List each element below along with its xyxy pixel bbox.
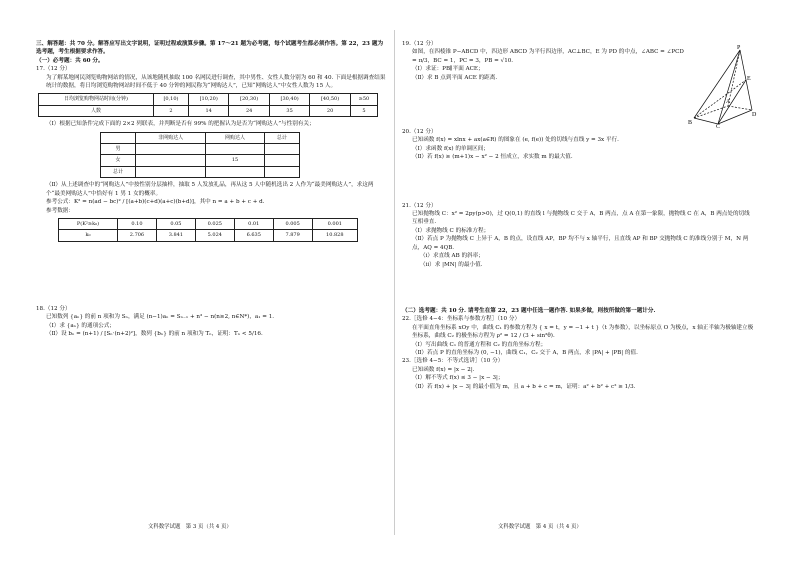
- q20-header: 20.（12 分）: [402, 129, 437, 136]
- table-cell: [30,40): [269, 94, 309, 105]
- q23-header: 23.［选修 4−5：不等式选讲］（10 分）: [402, 358, 504, 365]
- q22-part2: （Ⅱ）若点 P 的直角坐标为 (0, −1)，曲线 C₁，C₂ 交于 A，B 两点，求 |PA| + |PB| 的值.: [412, 349, 638, 356]
- q17-header: 17.（12 分）: [36, 66, 71, 73]
- q19-part1: （Ⅰ）求证：PB∥平面 ACE；: [412, 66, 484, 73]
- q17-part1: （Ⅰ）根据已知条件完成下面的 2×2 列联表，并判断是否有 99% 的把握认为是否为“网购达人”与性别有关；: [46, 121, 315, 128]
- q17-part2: （Ⅱ）从上述调查中的“网购达人”中按性别分层抽样，抽取 5 人发放礼品，再从这 5 人中随机选出 2 人作为“最美网购达人”，求这两个“最美网购达人”中恰好有 1 男 1 女的概率。: [46, 182, 374, 197]
- table-cell: [40,50): [310, 94, 350, 105]
- table-cell: 0.001: [312, 218, 357, 229]
- table-cell: 15: [206, 155, 265, 166]
- table-cell: 0.005: [273, 218, 312, 229]
- q23-part1: （Ⅰ）解不等式 f(x) ≤ 3 − |x − 3|；: [412, 375, 504, 382]
- table-row: [39, 105, 378, 116]
- q23-text: 已知函数 f(x) = |x − 2|.: [412, 366, 475, 373]
- table-row: [101, 144, 300, 155]
- q23-part2: （Ⅱ）若 f(x) + |x − 3| 的最小值为 m，且 a + b + c = m，证明：a² + b² + c² ≥ 1/3.: [412, 383, 636, 390]
- q20-part1: （Ⅰ）求函数 f(x) 的单调区间；: [412, 145, 489, 152]
- table-cell: [20,30): [229, 94, 269, 105]
- table-cell: [0,10): [154, 94, 189, 105]
- table-cell: [136, 155, 206, 166]
- left-page: [36, 40, 386, 338]
- q17-text: 为了解某地网民浏览购物网站的情况，从该地随机抽取 100 名网民进行调查，其中男性、女性人数分别为 60 和 40. 下面是根据调查结果统计的数据，将日均浏览购物网站时间不低于 40 分钟的网民称为“网购达人”，已知“网购达人”中女性人数为 15 人。: [46, 74, 386, 90]
- label-D: D: [752, 112, 757, 118]
- table-cell: 24: [229, 105, 269, 116]
- table-cell: 0.10: [118, 218, 157, 229]
- label-B: B: [688, 120, 693, 126]
- q18-part1: （Ⅰ）求 {aₙ} 的通项公式；: [46, 322, 115, 329]
- q19-text: 如图，在四棱锥 P−ABCD 中，四边形 ABCD 为平行四边形，AC⊥BC，E 为 PD 的中点，∠ABC = ∠PCD = π/3，BC = 1，PC = 3，PB = √10.: [412, 49, 684, 64]
- q19-header: 19.（12 分）: [402, 41, 437, 47]
- table-cell: 3.841: [156, 230, 195, 241]
- q19-part2: （Ⅱ）求 B 点到平面 ACE 的距离.: [412, 74, 498, 81]
- table-cell: 0.01: [234, 218, 273, 229]
- q18-header: 18.（12 分）: [36, 305, 71, 312]
- table-cell: [101, 132, 136, 143]
- q17-time-table: [38, 93, 378, 117]
- q21-sub1: （ⅰ）求直线 AB 的斜率；: [420, 253, 484, 260]
- table-cell: ≥50: [350, 94, 377, 105]
- table-cell: 6.635: [234, 230, 273, 241]
- label-P: P: [737, 45, 741, 51]
- table-cell: [264, 166, 299, 177]
- q21-part2: （Ⅱ）若点 P 为抛物线 C 上异于 A，B 的点，设直线 AP，BP 均不与 x 轴平行，且直线 AP 和 BP 交抛物线 C 的准线分别于 M，N 两点，AQ = 4QB.: [412, 236, 749, 251]
- q17-formula: 参考公式：K² = n(ad − bc)² / [(a+b)(c+d)(a+c)(b+d)]，其中 n = a + b + c + d.: [46, 199, 265, 206]
- q17-contingency-table: [100, 132, 300, 179]
- q22-text: 在平面直角坐标系 xOy 中，曲线 C₁ 的参数方程为 { x = t，y = −1 + t }（t 为参数），以坐标原点 O 为极点，x 轴正半轴为极轴建立极坐标系，曲线 C₂ 的极坐标方程为 ρ² = 12 / (3 + sin²θ).: [412, 324, 754, 340]
- table-row: [39, 94, 378, 105]
- table-cell: 10.828: [312, 230, 357, 241]
- label-E: E: [747, 76, 751, 82]
- table-row: [59, 230, 358, 241]
- table-cell: 人数: [39, 105, 154, 116]
- q22-part1: （Ⅰ）写出曲线 C₁ 的普通方程和 C₂ 的直角坐标方程；: [412, 341, 547, 348]
- table-cell: k₀: [59, 230, 118, 241]
- table-cell: 5.024: [195, 230, 234, 241]
- table-cell: 女: [101, 155, 136, 166]
- table-cell: 网购达人: [206, 132, 265, 143]
- page-divider: [394, 30, 395, 535]
- section-title: 三、解答题：共 70 分。解答应写出文字说明，证明过程或演算步骤。第 17～21 题为必考题，每个试题考生都必须作答。第 22，23 题为选考题，考生根据要求作答。: [36, 41, 384, 56]
- table-cell: 男: [101, 144, 136, 155]
- q20-part2: （Ⅱ）若 f(x) ≥ (m+1)x − x² − 2 恒成立，求实数 m 的最大值.: [412, 154, 573, 161]
- table-cell: [136, 166, 206, 177]
- table-cell: [206, 166, 265, 177]
- q21-sub2: （ⅱ）求 |MN| 的最小值.: [420, 261, 483, 268]
- right-page: [402, 40, 757, 391]
- table-cell: P(K²≥k₀): [59, 218, 118, 229]
- table-cell: [264, 155, 299, 166]
- table-cell: 非网购达人: [136, 132, 206, 143]
- q21-header: 21.（12 分）: [402, 202, 437, 209]
- table-cell: 14: [188, 105, 228, 116]
- table-cell: [10,20): [188, 94, 228, 105]
- table-row: [101, 166, 300, 177]
- table-cell: 7.879: [273, 230, 312, 241]
- left-page-footer: 文科数学试题 第 3 页（共 4 页）: [148, 524, 232, 530]
- table-cell: 20: [310, 105, 350, 116]
- q18-part2: （Ⅱ）设 bₙ = (n+1) / [Sₙ·(n+2)²]，数列 {bₙ} 的前 n 项和为 Tₙ，证明：Tₙ < 5/16.: [46, 330, 263, 337]
- table-row: [101, 132, 300, 143]
- q18-text: 已知数列 {aₙ} 的前 n 项和为 Sₙ，满足 (n−1)aₙ = Sₙ₋₁ + n³ − n(n≥2, n∈N*)，a₁ = 1.: [46, 314, 275, 321]
- table-cell: 2.706: [118, 230, 157, 241]
- right-page-footer: 文科数学试题 第 4 页（共 4 页）: [498, 524, 582, 530]
- table-cell: 总计: [264, 132, 299, 143]
- q20-text: 已知函数 f(x) = xlnx + ax(a∈R) 的图象在 (e, f(e)) 处的切线与直线 y = 3x 平行.: [412, 137, 619, 144]
- table-cell: [136, 144, 206, 155]
- table-cell: 5: [350, 105, 377, 116]
- table-cell: 0.05: [156, 218, 195, 229]
- q21-text: 已知抛物线 C：x² = 2py(p>0)，过 Q(0,1) 的直线 l 与抛物线 C 交于 A，B 两点，点 A 在第一象限，抛物线 C 在 A，B 两点处的切线互相垂直.: [412, 211, 750, 226]
- table-cell: 35: [269, 105, 309, 116]
- table-cell: [264, 144, 299, 155]
- q17-data-label: 参考数据：: [46, 207, 74, 214]
- table-row: [101, 155, 300, 166]
- pyramid-figure: [688, 44, 758, 128]
- table-cell: [206, 144, 265, 155]
- table-cell: 总计: [101, 166, 136, 177]
- required-title: （一）必考题：共 60 分。: [36, 57, 104, 64]
- table-cell: 2: [154, 105, 189, 116]
- q17-critical-values-table: [58, 218, 358, 242]
- label-A: A: [726, 99, 731, 105]
- q22-header: 22.［选修 4−4：坐标系与参数方程］（10 分）: [402, 316, 521, 323]
- q21-part1: （Ⅰ）求抛物线 C 的标准方程；: [412, 227, 490, 234]
- table-cell: 日均浏览购物网站时间(分钟): [39, 94, 154, 105]
- optional-title: （二）选考题：共 10 分. 请考生在第 22，23 题中任选一题作答. 如果多做，则按所做的第一题计分.: [402, 307, 656, 314]
- table-cell: 0.025: [195, 218, 234, 229]
- table-row: [59, 218, 358, 229]
- label-C: C: [716, 124, 721, 128]
